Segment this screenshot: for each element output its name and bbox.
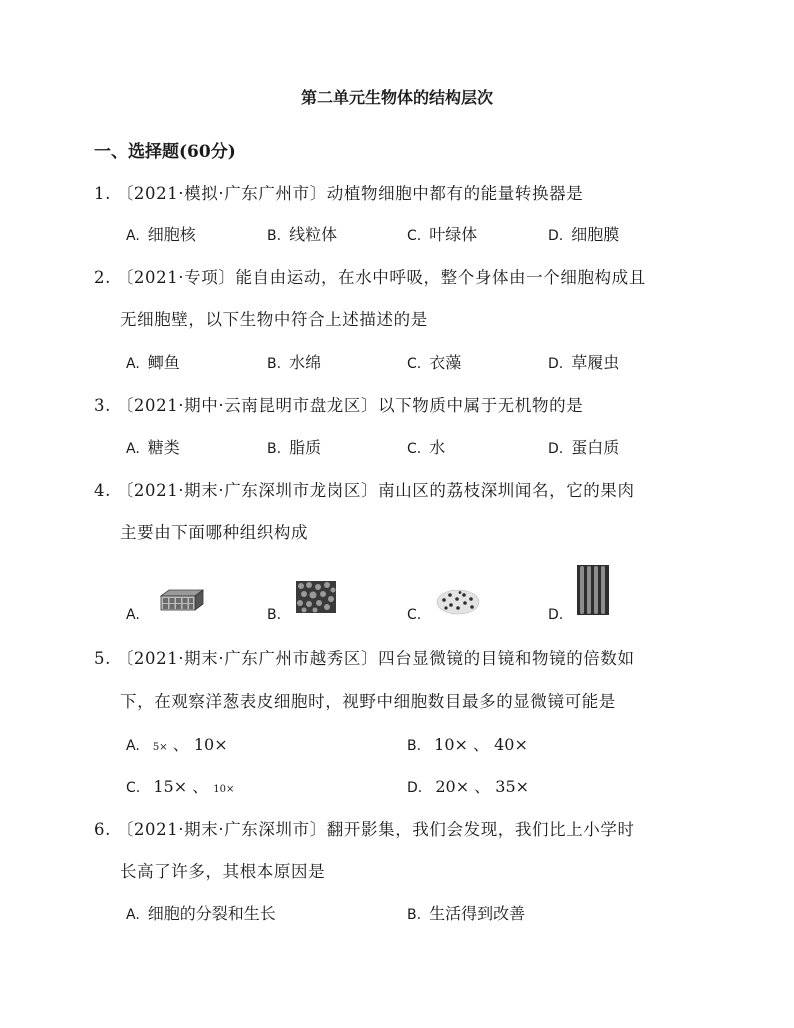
option-text: 草履虫 (571, 353, 620, 372)
option-b[interactable] (267, 222, 337, 245)
tissue-image-c (436, 588, 480, 620)
option-a[interactable] (126, 604, 148, 623)
question-2 (94, 264, 646, 288)
option-text: 生活得到改善 (429, 904, 526, 923)
option-label: A. (126, 356, 140, 372)
option-b[interactable] (267, 604, 289, 623)
question-number: 4. (94, 481, 111, 500)
option-text: 细胞膜 (571, 225, 620, 244)
option-d[interactable] (407, 774, 529, 797)
eyepiece-value: 20× (435, 777, 470, 796)
question-5 (94, 645, 635, 669)
option-text: 叶绿体 (429, 225, 478, 244)
option-label: C. (407, 356, 422, 372)
question-text-cont: 无细胞壁，以下生物中符合上述描述的是 (120, 310, 428, 329)
option-label: D. (407, 780, 423, 796)
option-label: B. (267, 356, 282, 372)
option-c[interactable] (126, 774, 234, 797)
option-label: A. (126, 441, 140, 457)
option-c[interactable] (407, 350, 461, 373)
option-label: A. (126, 228, 140, 244)
objective-value: 10× (213, 784, 235, 795)
objective-value: 35× (495, 777, 530, 796)
option-d[interactable] (548, 350, 619, 373)
option-a[interactable] (126, 732, 228, 755)
separator: 、 (473, 735, 490, 754)
question-text: 〔2021·模拟·广东广州市〕动植物细胞中都有的能量转换器是 (116, 184, 584, 203)
option-label: A. (126, 738, 140, 754)
option-label: A. (126, 907, 140, 923)
question-text: 〔2021·期中·云南昆明市盘龙区〕以下物质中属于无机物的是 (116, 396, 584, 415)
tissue-image-d (577, 565, 609, 619)
option-label: D. (548, 228, 564, 244)
question-text-cont: 长高了许多，其根本原因是 (120, 862, 326, 881)
option-text: 蛋白质 (571, 438, 620, 457)
option-text: 脂质 (289, 438, 322, 457)
eyepiece-value: 5× (152, 742, 168, 753)
question-6 (94, 816, 635, 840)
question-number: 2. (94, 268, 111, 287)
option-b[interactable] (407, 901, 525, 924)
question-number: 3. (94, 396, 111, 415)
question-number: 1. (94, 184, 111, 203)
option-text: 衣藻 (429, 353, 462, 372)
option-text: 水绵 (289, 353, 322, 372)
option-b[interactable] (407, 732, 528, 755)
question-number: 5. (94, 649, 111, 668)
option-text: 水 (429, 438, 446, 457)
option-text: 线粒体 (289, 225, 338, 244)
question-text: 〔2021·专项〕能自由运动，在水中呼吸，整个身体由一个细胞构成且 (116, 268, 646, 287)
option-label: B. (267, 228, 282, 244)
option-d[interactable] (548, 435, 619, 458)
option-c[interactable] (407, 435, 445, 458)
separator: 、 (192, 777, 209, 796)
option-label: A. (126, 607, 140, 623)
option-text: 细胞核 (147, 225, 196, 244)
option-a[interactable] (126, 435, 180, 458)
option-b[interactable] (267, 350, 321, 373)
option-label: C. (407, 228, 422, 244)
question-text: 〔2021·期末·广东广州市越秀区〕四台显微镜的目镜和物镜的倍数如 (116, 649, 635, 668)
option-text: 细胞的分裂和生长 (147, 904, 276, 923)
question-3 (94, 392, 583, 416)
separator: 、 (172, 735, 189, 754)
question-text-cont: 主要由下面哪种组织构成 (120, 523, 309, 542)
option-a[interactable] (126, 222, 196, 245)
tissue-image-b (295, 580, 337, 618)
option-d[interactable] (548, 604, 571, 623)
option-label: D. (548, 356, 564, 372)
eyepiece-value: 15× (153, 777, 188, 796)
option-label: B. (267, 607, 282, 623)
separator: 、 (474, 777, 491, 796)
tissue-image-a (157, 588, 207, 618)
option-text: 鲫鱼 (147, 353, 180, 372)
option-b[interactable] (267, 435, 321, 458)
option-text: 糖类 (147, 438, 180, 457)
option-c[interactable] (407, 604, 429, 623)
question-text: 〔2021·期末·广东深圳市〕翻开影集，我们会发现，我们比上小学时 (116, 820, 635, 839)
option-label: D. (548, 441, 564, 457)
option-label: C. (407, 441, 422, 457)
option-label: C. (407, 607, 422, 623)
eyepiece-value: 10× (434, 735, 468, 754)
option-label: D. (548, 607, 564, 623)
question-number: 6. (94, 820, 111, 839)
option-a[interactable] (126, 901, 276, 924)
question-4 (94, 477, 635, 501)
question-text: 〔2021·期末·广东深圳市龙岗区〕南山区的荔枝深圳闻名，它的果肉 (116, 481, 635, 500)
objective-value: 40× (494, 735, 528, 754)
question-text-cont: 下，在观察洋葱表皮细胞时，视野中细胞数目最多的显微镜可能是 (120, 692, 616, 711)
section-heading: 一、选择题(60分) (94, 142, 236, 162)
page-title: 第二单元生物体的结构层次 (300, 88, 493, 107)
option-a[interactable] (126, 350, 180, 373)
question-1 (94, 180, 583, 204)
option-label: B. (267, 441, 282, 457)
option-c[interactable] (407, 222, 477, 245)
objective-value: 10× (193, 735, 228, 754)
option-label: C. (126, 780, 141, 796)
option-d[interactable] (548, 222, 619, 245)
option-label: B. (407, 907, 422, 923)
option-label: B. (407, 738, 422, 754)
